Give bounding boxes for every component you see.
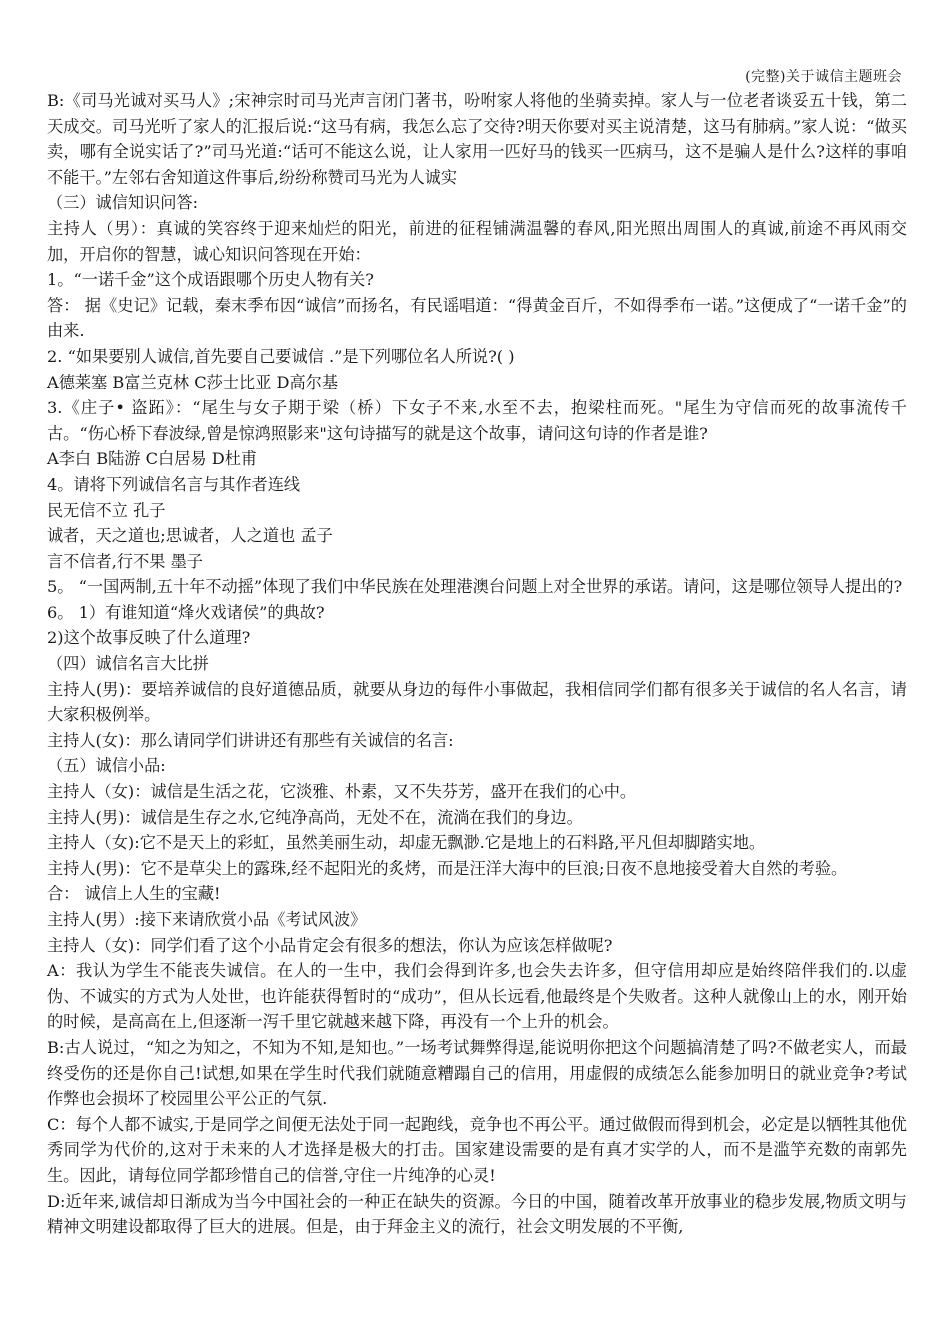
section-heading-skit: （五）诚信小品:	[47, 756, 166, 776]
response-a: A：我认为学生不能丧失诚信。在人的一生中，我们会得到许多,也会失去许多，但守信用却应是始终陪伴我们的.以虚伪、不诚实的方式为人处世，也许能获得暂时的“成功”，但从长远看,他最终是个失败者。这种人就像山上的水，刚开始的时候，是高高在上,但逐渐一泻千里它就越来越下降，再没有一个上升的机会。	[47, 961, 907, 1032]
host-male-line: 主持人(男)：诚信是生存之水,它纯净高尚，无处不在，流淌在我们的身边。	[47, 807, 583, 827]
host-male-quotes: 主持人(男)：要培养诚信的良好道德品质，就要从身边的每件小事做起，我相信同学们都有很多关于诚信的名人名言，请大家积极例举。	[47, 679, 907, 725]
quote-line: 民无信不立 孔子	[47, 500, 166, 520]
quote-line: 言不信者,行不果 墨子	[47, 551, 203, 571]
response-c: C：每个人都不诚实,于是同学之间便无法处于同一起跑线，竞争也不再公平。通过做假而得到机会，必定是以牺牲其他优秀同学为代价的,这对于未来的人才选择是极大的打击。国家建设需要的是有真才实学的人，而不是滥竽充数的南郭先生。因此，请每位同学都珍惜自己的信誉,守住一片纯净的心灵!	[47, 1114, 907, 1185]
question-5: 5。 “一国两制,五十年不动摇”体现了我们中华民族在处理港澳台问题上对全世界的承诺。请问，这是哪位领导人提出的?	[47, 577, 903, 597]
quote-line: 诚者，天之道也;思诚者，人之道也 孟子	[47, 526, 333, 546]
host-male-skit-intro: 主持人(男）:接下来请欣赏小品《考试风波》	[47, 910, 367, 929]
host-female-line: 主持人（女)：诚信是生活之花，它淡雅、朴素，又不失芬芳，盛开在我们的心中。	[47, 782, 637, 802]
question-2: 2. “如果要别人诚信,首先要自己要诚信 .”是下列哪位名人所说?( )	[47, 346, 515, 366]
chorus-line: 合： 诚信上人生的宝藏!	[47, 884, 221, 904]
host-female-quotes: 主持人(女)：那么请同学们讲讲还有那些有关诚信的名言:	[47, 730, 454, 750]
host-female-question: 主持人（女)：同学们看了这个小品肯定会有很多的想法，你认为应该怎样做呢?	[47, 935, 613, 955]
paragraph-story-b: B:《司马光诚对买马人》;宋神宗时司马光声言闭门著书，吩咐家人将他的坐骑卖掉。家人与一位老者谈妥五十钱，第二天成交。司马光听了家人的汇报后说:“这马有病，我怎么忘了交待?明天你要对买主说清楚，这马有肺病。”家人说：“做买卖，哪有全说实话了?”司马光道:“话可不能这么说，让人家用一匹好马的钱买一匹病马，这不是骗人是什么?这样的事咱不能干。”左邻右舍知道这件事后,纷纷称赞司马光为人诚实	[47, 91, 907, 187]
host-male-intro: 主持人（男）：真诚的笑容终于迎来灿烂的阳光，前进的征程铺满温馨的春风,阳光照出周围人的真诚,前途不再风雨交加，开启你的智慧，诚心知识问答现在开始：	[47, 218, 907, 264]
host-male-line: 主持人(男)：它不是草尖上的露珠,经不起阳光的炙烤，而是汪洋大海中的巨浪;日夜不息地接受着大自然的考验。	[47, 858, 848, 878]
response-d: D:近年来,诚信却日渐成为当今中国社会的一种正在缺失的资源。今日的中国，随着改革开放事业的稳步发展,物质文明与精神文明建设都取得了巨大的进展。但是，由于拜金主义的流行，社会文明发展的不平衡,	[47, 1191, 907, 1237]
answer-1: 答： 据《史记》记载，秦末季布因“诚信”而扬名，有民谣唱道：“得黄金百斤，不如得季布一诺。”这便成了“一诺千金”的由来.	[47, 295, 907, 341]
section-heading-quiz: （三）诚信知识问答:	[47, 193, 199, 213]
document-body	[47, 88, 907, 1240]
host-female-line: 主持人（女):它不是天上的彩虹，虽然美丽生动，却虚无飘渺.它是地上的石料路,平凡但却脚踏实地。	[47, 833, 766, 853]
question-3-options: A李白 B陆游 C白居易 D杜甫	[47, 449, 258, 469]
question-4: 4。请将下列诚信名言与其作者连线	[47, 474, 301, 494]
question-3: 3.《庄子• 盗跖》：“尾生与女子期于梁（桥）下女子不来,水至不去，抱梁柱而死。"尾生为守信而死的故事流传千古。“伤心桥下春波绿,曾是惊鸿照影来"这句诗描写的就是这个故事，请问这句诗的作者是谁?	[47, 398, 907, 443]
page-header: (完整)关于诚信主题班会	[745, 69, 902, 85]
question-1: 1。“一诺千金”这个成语跟哪个历史人物有关?	[47, 270, 374, 290]
question-6-part-1: 6。 1）有谁知道“烽火戏诸侯”的典故?	[47, 602, 325, 622]
response-b: B:古人说过，“知之为知之，不知为不知,是知也。”一场考试舞弊得逞,能说明你把这个问题搞清楚了吗?不做老实人，而最终受伤的还是你自己!试想,如果在学生时代我们就随意糟蹋自己的信用，用虚假的成绩怎么能参加明日的就业竞争?考试作弊也会损坏了校园里公平公正的气氛.	[47, 1037, 907, 1109]
question-6-part-2: 2)这个故事反映了什么道理?	[47, 628, 251, 648]
section-heading-quotes: （四）诚信名言大比拼	[47, 654, 209, 674]
question-2-options: A德莱塞 B富兰克林 C莎士比亚 D高尔基	[47, 372, 339, 392]
